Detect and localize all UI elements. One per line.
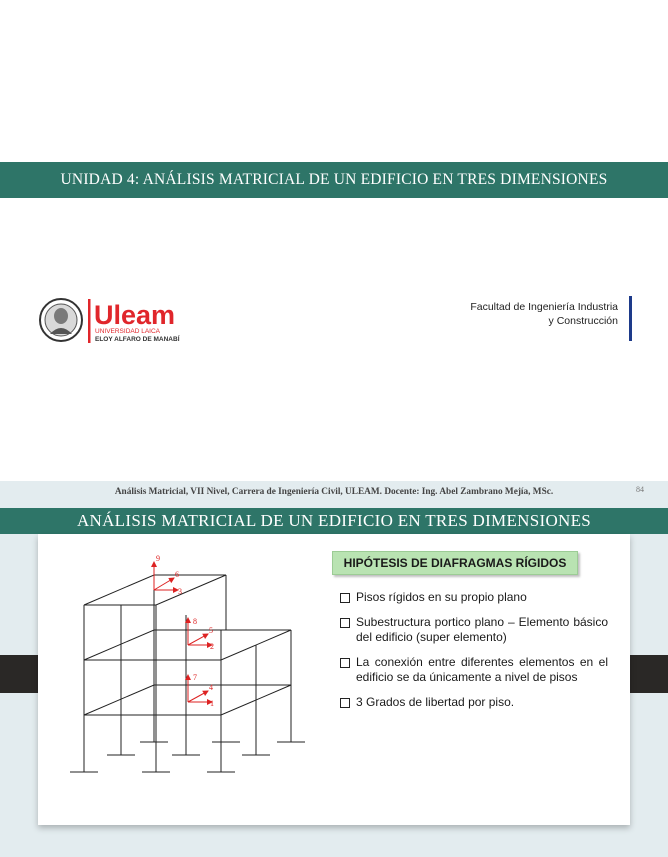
- checkbox-bullet-icon: [340, 658, 350, 668]
- svg-text:8: 8: [193, 617, 197, 626]
- building-frame-diagram: [66, 550, 316, 780]
- hypothesis-bullets: [340, 590, 608, 720]
- checkbox-bullet-icon: [340, 698, 350, 708]
- right-tab-decoration: [629, 655, 668, 693]
- svg-text:3: 3: [178, 587, 182, 596]
- bullet-item: Subestructura portico plano – Elemento básico del edificio (super elemento): [340, 615, 608, 645]
- left-tab-decoration: [0, 655, 38, 693]
- checkbox-bullet-icon: [340, 618, 350, 628]
- svg-text:7: 7: [193, 673, 197, 682]
- uleam-logo: [38, 296, 198, 346]
- faculty-accent-bar: [629, 296, 632, 341]
- svg-text:1: 1: [210, 699, 214, 708]
- slide-footer: Análisis Matricial, VII Nivel, Carrera de Ingeniería Civil, ULEAM. Docente: Ing. Abel Zambrano Mejía, MSc.: [114, 487, 554, 497]
- svg-text:2: 2: [210, 642, 214, 651]
- bullet-item: 3 Grados de libertad por piso.: [340, 695, 608, 710]
- svg-text:4: 4: [209, 683, 213, 692]
- logo-brand: Uleam: [94, 300, 176, 330]
- svg-text:9: 9: [156, 554, 160, 563]
- slide-banner: ANÁLISIS MATRICIAL DE UN EDIFICIO EN TRES DIMENSIONES: [0, 508, 668, 534]
- svg-text:6: 6: [175, 570, 179, 579]
- faculty-name: [470, 300, 618, 328]
- bullet-item: La conexión entre diferentes elementos en el edificio se da únicamente a nivel de pisos: [340, 655, 608, 685]
- dof-arrows: [154, 562, 212, 702]
- bullet-item: Pisos rígidos en su propio plano: [340, 590, 608, 605]
- supports: [70, 742, 305, 772]
- unit-banner: UNIDAD 4: ANÁLISIS MATRICIAL DE UN EDIFICIO EN TRES DIMENSIONES: [0, 162, 668, 198]
- faculty-line2: y Construcción: [548, 315, 618, 327]
- faculty-line1: Facultad de Ingeniería Industria: [470, 301, 618, 313]
- logo-line2: ELOY ALFARO DE MANABÍ: [95, 336, 180, 343]
- page-number: 84: [636, 485, 644, 494]
- hypothesis-title: HIPÓTESIS DE DIAFRAGMAS RÍGIDOS: [332, 551, 578, 575]
- frame-lines: [84, 575, 291, 772]
- checkbox-bullet-icon: [340, 593, 350, 603]
- logo-line1: UNIVERSIDAD LAICA: [95, 328, 161, 335]
- svg-text:5: 5: [209, 626, 213, 635]
